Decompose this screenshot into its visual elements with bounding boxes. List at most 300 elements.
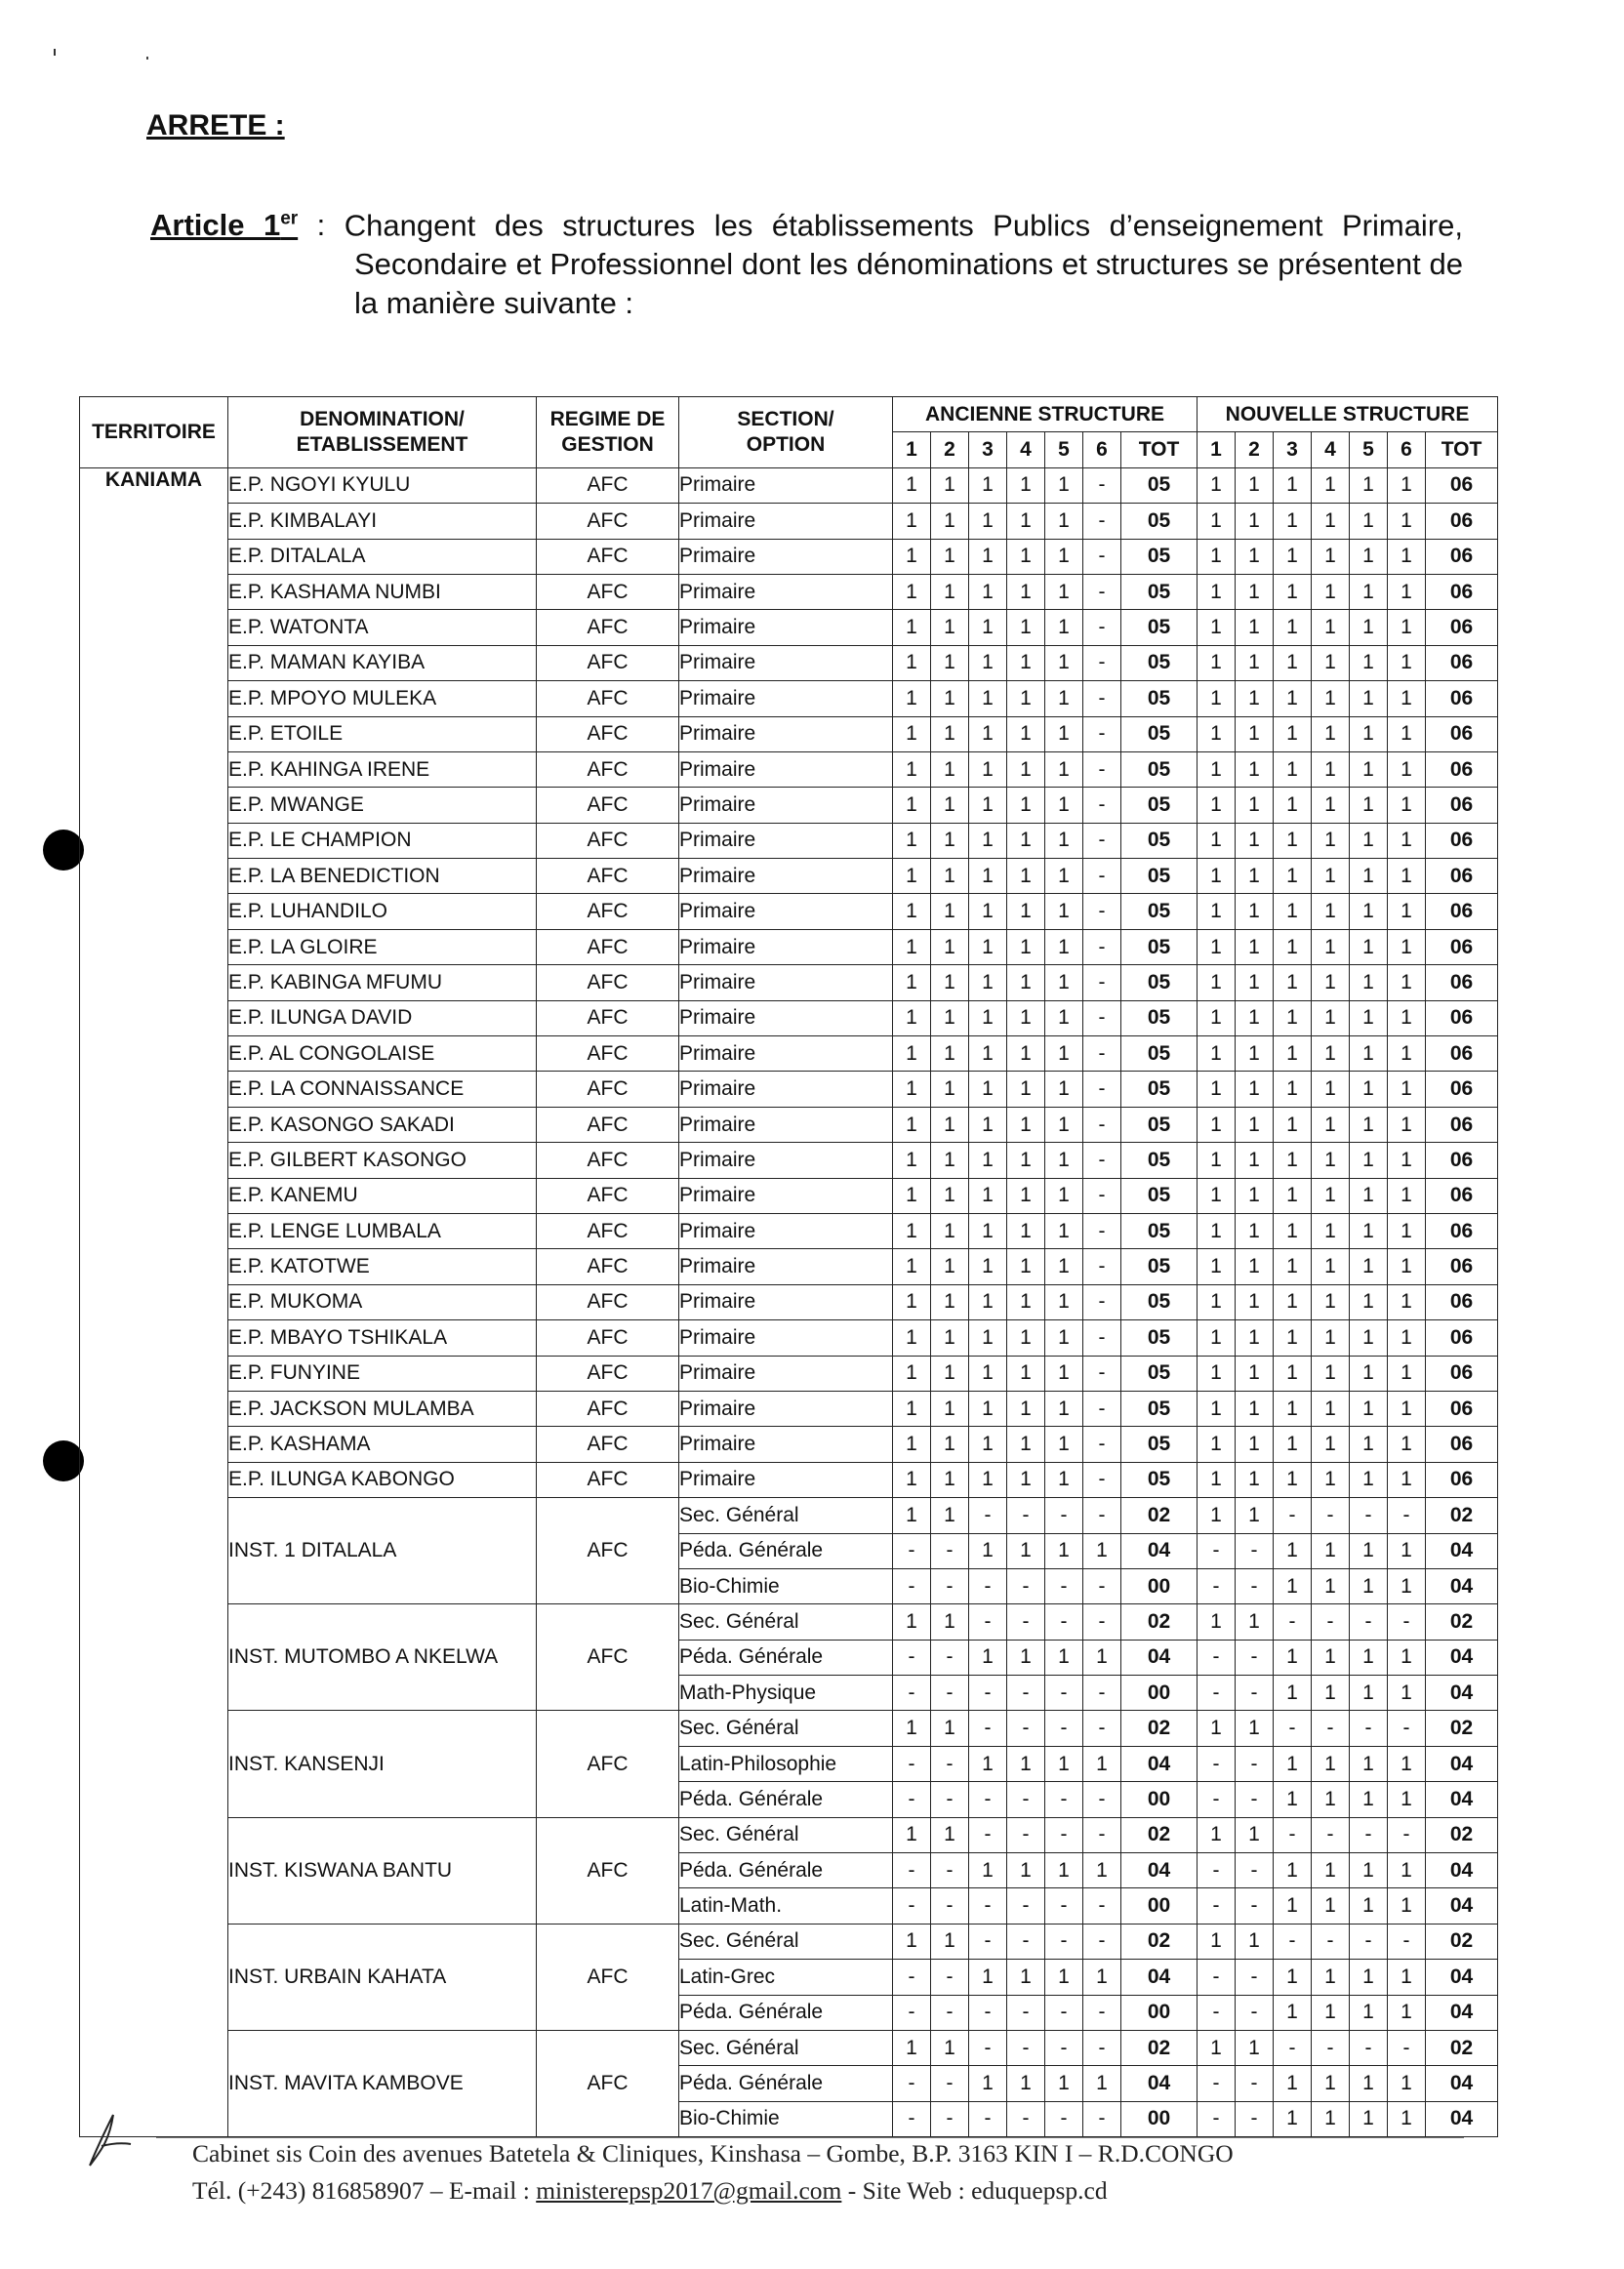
cell-old-5: 1 (1045, 894, 1083, 929)
cell-old-7: 02 (1121, 1817, 1198, 1852)
cell-new-1: 1 (1198, 1072, 1236, 1107)
section-cell: Primaire (679, 1320, 893, 1356)
section-cell: Primaire (679, 1107, 893, 1142)
cell-new-5: 1 (1350, 681, 1388, 716)
cell-old-2: 1 (931, 716, 969, 751)
cell-new-5: - (1350, 1498, 1388, 1533)
section-cell: Bio-Chimie (679, 2101, 893, 2136)
cell-old-1: 1 (893, 788, 931, 823)
cell-old-4: 1 (1007, 539, 1045, 574)
footer-email: ministerepsp2017@gmail.com (536, 2176, 842, 2205)
cell-new-6: 1 (1388, 1249, 1426, 1284)
cell-old-7: 05 (1121, 645, 1198, 680)
cell-new-7: 04 (1426, 1853, 1498, 1888)
cell-old-1: 1 (893, 1072, 931, 1107)
cell-new-4: - (1312, 2030, 1350, 2065)
cell-new-3: 1 (1274, 1213, 1312, 1248)
cell-new-4: 1 (1312, 1427, 1350, 1462)
cell-new-3: 1 (1274, 1107, 1312, 1142)
section-cell: Primaire (679, 574, 893, 609)
institute-name: INST. MUTOMBO A NKELWA (228, 1604, 537, 1711)
regime-cell: AFC (537, 681, 679, 716)
cell-old-6: 1 (1083, 1960, 1121, 1995)
cell-old-3: 1 (969, 1036, 1007, 1072)
cell-old-3: 1 (969, 610, 1007, 645)
table-row (80, 1072, 1498, 1107)
cell-old-6: - (1083, 1178, 1121, 1213)
cell-old-6: - (1083, 1391, 1121, 1426)
cell-new-6: 1 (1388, 2066, 1426, 2101)
cell-old-5: 1 (1045, 1533, 1083, 1568)
cell-new-1: 1 (1198, 467, 1236, 503)
cell-old-4: 1 (1007, 859, 1045, 894)
cell-new-3: 1 (1274, 1427, 1312, 1462)
cell-new-7: 06 (1426, 1356, 1498, 1391)
establishment-name: E.P. ILUNGA DAVID (228, 1000, 537, 1035)
cell-old-2: - (931, 1640, 969, 1675)
cell-old-4: - (1007, 1817, 1045, 1852)
cell-old-7: 05 (1121, 1320, 1198, 1356)
cell-new-7: 06 (1426, 1249, 1498, 1284)
cell-new-5: 1 (1350, 1888, 1388, 1924)
establishment-name: E.P. MUKOMA (228, 1284, 537, 1319)
cell-old-6: - (1083, 1320, 1121, 1356)
cell-new-4: - (1312, 1924, 1350, 1959)
table-row (80, 1107, 1498, 1142)
cell-new-4: 1 (1312, 2066, 1350, 2101)
cell-old-5: - (1045, 2101, 1083, 2136)
cell-new-2: - (1236, 2066, 1274, 2101)
cell-new-4: 1 (1312, 1676, 1350, 1711)
cell-old-2: 1 (931, 1143, 969, 1178)
cell-new-7: 06 (1426, 1072, 1498, 1107)
cell-new-4: 1 (1312, 610, 1350, 645)
header-nouvelle-structure: NOUVELLE STRUCTURE (1198, 397, 1498, 432)
regime-cell: AFC (537, 1143, 679, 1178)
cell-new-5: 1 (1350, 823, 1388, 858)
section-cell: Latin-Grec (679, 1960, 893, 1995)
section-cell: Péda. Générale (679, 1533, 893, 1568)
section-cell: Latin-Math. (679, 1888, 893, 1924)
establishment-name: E.P. KIMBALAYI (228, 504, 537, 539)
establishment-name: E.P. KATOTWE (228, 1249, 537, 1284)
cell-new-6: - (1388, 1817, 1426, 1852)
table-row (80, 610, 1498, 645)
cell-new-7: 06 (1426, 823, 1498, 858)
header-denomination: DENOMINATION/ ETABLISSEMENT (228, 397, 537, 468)
cell-old-7: 05 (1121, 823, 1198, 858)
cell-new-1: 1 (1198, 823, 1236, 858)
section-cell: Primaire (679, 1391, 893, 1426)
cell-new-2: 1 (1236, 1249, 1274, 1284)
cell-old-1: - (893, 1995, 931, 2030)
cell-old-3: 1 (969, 1533, 1007, 1568)
cell-new-7: 04 (1426, 1960, 1498, 1995)
cell-old-1: 1 (893, 1107, 931, 1142)
cell-old-7: 04 (1121, 1960, 1198, 1995)
cell-new-4: 1 (1312, 1640, 1350, 1675)
cell-new-1: 1 (1198, 1284, 1236, 1319)
cell-old-1: 1 (893, 1427, 931, 1462)
cell-new-7: 06 (1426, 894, 1498, 929)
cell-new-5: 1 (1350, 1995, 1388, 2030)
cell-new-5: - (1350, 1604, 1388, 1640)
cell-new-4: - (1312, 1817, 1350, 1852)
cell-old-6: - (1083, 1107, 1121, 1142)
cell-new-2: 1 (1236, 1427, 1274, 1462)
cell-old-7: 05 (1121, 1213, 1198, 1248)
cell-new-4: 1 (1312, 1746, 1350, 1781)
cell-old-1: - (893, 1533, 931, 1568)
cell-new-3: 1 (1274, 1640, 1312, 1675)
cell-old-1: 1 (893, 467, 931, 503)
regime-cell: AFC (537, 2030, 679, 2136)
regime-cell: AFC (537, 645, 679, 680)
cell-new-4: 1 (1312, 681, 1350, 716)
cell-old-4: 1 (1007, 681, 1045, 716)
cell-old-6: - (1083, 1711, 1121, 1746)
cell-new-4: 1 (1312, 1782, 1350, 1817)
cell-old-6: - (1083, 1462, 1121, 1497)
cell-new-7: 06 (1426, 1107, 1498, 1142)
cell-old-5: 1 (1045, 1391, 1083, 1426)
cell-old-4: - (1007, 1676, 1045, 1711)
regime-cell: AFC (537, 1391, 679, 1426)
cell-new-4: 1 (1312, 1000, 1350, 1035)
cell-new-3: 1 (1274, 574, 1312, 609)
cell-old-7: 00 (1121, 1995, 1198, 2030)
cell-old-6: - (1083, 610, 1121, 645)
cell-old-2: 1 (931, 859, 969, 894)
cell-new-3: 1 (1274, 929, 1312, 964)
cell-old-1: 1 (893, 823, 931, 858)
cell-old-6: 1 (1083, 1640, 1121, 1675)
cell-new-5: 1 (1350, 751, 1388, 787)
institute-name: INST. 1 DITALALA (228, 1498, 537, 1604)
cell-new-3: 1 (1274, 2101, 1312, 2136)
cell-old-2: 1 (931, 1498, 969, 1533)
cell-new-2: - (1236, 1960, 1274, 1995)
cell-new-2: 1 (1236, 751, 1274, 787)
cell-old-7: 05 (1121, 1107, 1198, 1142)
section-cell: Primaire (679, 645, 893, 680)
cell-old-5: 1 (1045, 2066, 1083, 2101)
table-row (80, 823, 1498, 858)
cell-new-4: 1 (1312, 1107, 1350, 1142)
section-cell: Sec. Général (679, 1817, 893, 1852)
cell-old-6: - (1083, 467, 1121, 503)
cell-new-6: 1 (1388, 681, 1426, 716)
cell-old-2: 1 (931, 1462, 969, 1497)
table-row (80, 751, 1498, 787)
cell-old-1: - (893, 1746, 931, 1781)
table-row (80, 788, 1498, 823)
cell-old-4: 1 (1007, 788, 1045, 823)
cell-old-6: - (1083, 1782, 1121, 1817)
cell-new-2: - (1236, 1888, 1274, 1924)
cell-new-7: 06 (1426, 467, 1498, 503)
cell-new-5: - (1350, 1711, 1388, 1746)
cell-new-3: - (1274, 1604, 1312, 1640)
cell-new-3: 1 (1274, 539, 1312, 574)
cell-new-1: 1 (1198, 1249, 1236, 1284)
cell-old-5: 1 (1045, 823, 1083, 858)
establishment-name: E.P. KASHAMA NUMBI (228, 574, 537, 609)
cell-new-1: 1 (1198, 929, 1236, 964)
cell-new-7: 06 (1426, 1462, 1498, 1497)
establishment-name: E.P. MBAYO TSHIKALA (228, 1320, 537, 1356)
cell-new-5: 1 (1350, 1782, 1388, 1817)
cell-old-2: 1 (931, 894, 969, 929)
cell-old-5: - (1045, 1498, 1083, 1533)
cell-new-2: 1 (1236, 716, 1274, 751)
cell-new-7: 04 (1426, 1746, 1498, 1781)
signature (80, 2111, 139, 2174)
regime-cell: AFC (537, 716, 679, 751)
cell-old-7: 05 (1121, 1178, 1198, 1213)
cell-old-6: - (1083, 1498, 1121, 1533)
regime-cell: AFC (537, 1427, 679, 1462)
cell-new-4: 1 (1312, 859, 1350, 894)
cell-new-1: - (1198, 1995, 1236, 2030)
cell-new-1: 1 (1198, 1107, 1236, 1142)
cell-old-2: 1 (931, 1178, 969, 1213)
cell-old-3: - (969, 1924, 1007, 1959)
header-col-new-1: 1 (1198, 432, 1236, 467)
cell-old-1: 1 (893, 1178, 931, 1213)
cell-new-4: 1 (1312, 1213, 1350, 1248)
cell-old-7: 04 (1121, 1533, 1198, 1568)
cell-new-5: 1 (1350, 1320, 1388, 1356)
cell-new-3: 1 (1274, 1178, 1312, 1213)
cell-new-1: 1 (1198, 1604, 1236, 1640)
cell-new-6: 1 (1388, 894, 1426, 929)
cell-old-5: 1 (1045, 751, 1083, 787)
cell-new-1: 1 (1198, 751, 1236, 787)
cell-new-1: 1 (1198, 1000, 1236, 1035)
cell-new-6: 1 (1388, 1427, 1426, 1462)
cell-old-7: 05 (1121, 859, 1198, 894)
cell-old-2: 1 (931, 1036, 969, 1072)
cell-old-5: 1 (1045, 574, 1083, 609)
cell-old-7: 05 (1121, 1462, 1198, 1497)
cell-old-7: 02 (1121, 1924, 1198, 1959)
cell-new-2: - (1236, 1782, 1274, 1817)
section-cell: Primaire (679, 1284, 893, 1319)
cell-old-2: 1 (931, 1427, 969, 1462)
institute-name: INST. URBAIN KAHATA (228, 1924, 537, 2030)
cell-new-6: 1 (1388, 823, 1426, 858)
cell-old-7: 02 (1121, 1498, 1198, 1533)
cell-old-6: - (1083, 1676, 1121, 1711)
cell-new-1: 1 (1198, 574, 1236, 609)
cell-new-3: 1 (1274, 894, 1312, 929)
cell-old-5: 1 (1045, 1462, 1083, 1497)
cell-new-5: 1 (1350, 1391, 1388, 1426)
cell-new-6: 1 (1388, 1782, 1426, 1817)
header-ancienne-structure: ANCIENNE STRUCTURE (893, 397, 1198, 432)
establishment-name: E.P. AL CONGOLAISE (228, 1036, 537, 1072)
cell-old-3: 1 (969, 1249, 1007, 1284)
cell-old-6: 1 (1083, 1533, 1121, 1568)
header-col-new-2: 2 (1236, 432, 1274, 467)
cell-new-1: 1 (1198, 1143, 1236, 1178)
cell-old-2: 1 (931, 1320, 969, 1356)
cell-old-6: 1 (1083, 1746, 1121, 1781)
cell-new-3: 1 (1274, 1000, 1312, 1035)
section-cell: Péda. Générale (679, 2066, 893, 2101)
cell-new-1: 1 (1198, 681, 1236, 716)
cell-old-2: 1 (931, 504, 969, 539)
establishment-name: E.P. KASHAMA (228, 1427, 537, 1462)
regime-cell: AFC (537, 1462, 679, 1497)
cell-old-7: 05 (1121, 539, 1198, 574)
section-cell: Primaire (679, 467, 893, 503)
regime-cell: AFC (537, 1284, 679, 1319)
cell-new-3: 1 (1274, 1676, 1312, 1711)
cell-new-2: 1 (1236, 859, 1274, 894)
cell-old-2: 1 (931, 539, 969, 574)
cell-new-1: 1 (1198, 1391, 1236, 1426)
regime-cell: AFC (537, 965, 679, 1000)
cell-new-2: 1 (1236, 1178, 1274, 1213)
cell-new-4: 1 (1312, 1391, 1350, 1426)
cell-old-2: - (931, 1533, 969, 1568)
cell-new-4: 1 (1312, 1036, 1350, 1072)
cell-old-3: 1 (969, 1107, 1007, 1142)
table-row (80, 2030, 1498, 2065)
cell-new-5: 1 (1350, 1249, 1388, 1284)
punch-hole (43, 830, 84, 871)
cell-new-2: 1 (1236, 574, 1274, 609)
cell-new-6: 1 (1388, 929, 1426, 964)
cell-new-6: 1 (1388, 716, 1426, 751)
cell-old-4: 1 (1007, 1356, 1045, 1391)
cell-old-2: - (931, 1676, 969, 1711)
regime-cell: AFC (537, 1107, 679, 1142)
cell-old-5: 1 (1045, 1960, 1083, 1995)
cell-old-1: 1 (893, 1036, 931, 1072)
cell-new-2: - (1236, 1676, 1274, 1711)
cell-old-4: 1 (1007, 2066, 1045, 2101)
cell-old-4: 1 (1007, 716, 1045, 751)
cell-new-5: 1 (1350, 1462, 1388, 1497)
cell-old-4: 1 (1007, 645, 1045, 680)
cell-old-3: 1 (969, 751, 1007, 787)
cell-new-5: 1 (1350, 645, 1388, 680)
cell-new-1: 1 (1198, 965, 1236, 1000)
cell-old-1: 1 (893, 1356, 931, 1391)
cell-old-4: - (1007, 1711, 1045, 1746)
cell-new-4: 1 (1312, 788, 1350, 823)
cell-old-7: 05 (1121, 965, 1198, 1000)
cell-old-4: 1 (1007, 574, 1045, 609)
cell-old-5: 1 (1045, 1000, 1083, 1035)
cell-new-6: - (1388, 1711, 1426, 1746)
cell-new-4: 1 (1312, 1462, 1350, 1497)
cell-new-5: 1 (1350, 574, 1388, 609)
cell-new-7: 06 (1426, 1320, 1498, 1356)
cell-new-2: 1 (1236, 1072, 1274, 1107)
establishment-name: E.P. LE CHAMPION (228, 823, 537, 858)
cell-new-7: 06 (1426, 539, 1498, 574)
cell-old-4: - (1007, 1995, 1045, 2030)
cell-new-6: 1 (1388, 1213, 1426, 1248)
cell-old-5: 1 (1045, 504, 1083, 539)
cell-new-7: 02 (1426, 1711, 1498, 1746)
cell-old-6: 1 (1083, 2066, 1121, 2101)
cell-old-3: - (969, 1782, 1007, 1817)
cell-new-4: 1 (1312, 539, 1350, 574)
cell-new-6: 1 (1388, 1995, 1426, 2030)
establishment-name: E.P. KABINGA MFUMU (228, 965, 537, 1000)
cell-new-3: 1 (1274, 1320, 1312, 1356)
establishment-name: E.P. WATONTA (228, 610, 537, 645)
cell-new-1: - (1198, 1782, 1236, 1817)
cell-new-5: - (1350, 1924, 1388, 1959)
cell-new-6: 1 (1388, 1072, 1426, 1107)
cell-old-6: - (1083, 1568, 1121, 1603)
cell-new-6: 1 (1388, 751, 1426, 787)
cell-old-5: - (1045, 2030, 1083, 2065)
header-col-old-1: 1 (893, 432, 931, 467)
establishment-name: E.P. LA BENEDICTION (228, 859, 537, 894)
cell-new-1: - (1198, 1568, 1236, 1603)
cell-old-2: - (931, 1853, 969, 1888)
cell-new-3: - (1274, 1498, 1312, 1533)
cell-new-3: 1 (1274, 1853, 1312, 1888)
cell-new-5: 1 (1350, 894, 1388, 929)
cell-old-3: 1 (969, 823, 1007, 858)
article-text: Changent des structures les établissements Publics d’enseignement Primaire, Secondaire et Professionnel dont les dénominations et structures se présentent de la manière suivante : (344, 208, 1463, 321)
cell-old-4: 1 (1007, 823, 1045, 858)
cell-old-1: - (893, 1853, 931, 1888)
establishment-name: E.P. ILUNGA KABONGO (228, 1462, 537, 1497)
cell-old-1: 1 (893, 610, 931, 645)
cell-new-2: 1 (1236, 1462, 1274, 1497)
cell-old-3: 1 (969, 1356, 1007, 1391)
section-cell: Primaire (679, 539, 893, 574)
section-cell: Péda. Générale (679, 1782, 893, 1817)
cell-new-5: 1 (1350, 1107, 1388, 1142)
cell-old-7: 05 (1121, 929, 1198, 964)
cell-new-2: - (1236, 1995, 1274, 2030)
cell-old-7: 05 (1121, 1249, 1198, 1284)
cell-new-5: 1 (1350, 1213, 1388, 1248)
cell-old-7: 05 (1121, 467, 1198, 503)
cell-old-2: 1 (931, 929, 969, 964)
cell-old-3: - (969, 2101, 1007, 2136)
cell-new-5: - (1350, 1817, 1388, 1852)
cell-old-5: 1 (1045, 788, 1083, 823)
footer-divider (156, 2137, 1464, 2138)
cell-new-4: 1 (1312, 965, 1350, 1000)
footer-contact: Tél. (+243) 816858907 – E-mail : ministerepsp2017@gmail.com - Site Web : eduquepsp.cd (192, 2176, 1108, 2205)
establishment-name: E.P. ETOILE (228, 716, 537, 751)
cell-new-6: - (1388, 1498, 1426, 1533)
table-row (80, 1143, 1498, 1178)
cell-new-6: - (1388, 2030, 1426, 2065)
cell-new-6: - (1388, 1604, 1426, 1640)
cell-new-3: 1 (1274, 2066, 1312, 2101)
cell-old-4: 1 (1007, 929, 1045, 964)
page-heading: ARRETE : (146, 109, 285, 142)
cell-old-7: 05 (1121, 716, 1198, 751)
cell-new-4: 1 (1312, 1533, 1350, 1568)
cell-new-1: 1 (1198, 1817, 1236, 1852)
cell-new-3: 1 (1274, 1960, 1312, 1995)
cell-new-2: - (1236, 1568, 1274, 1603)
